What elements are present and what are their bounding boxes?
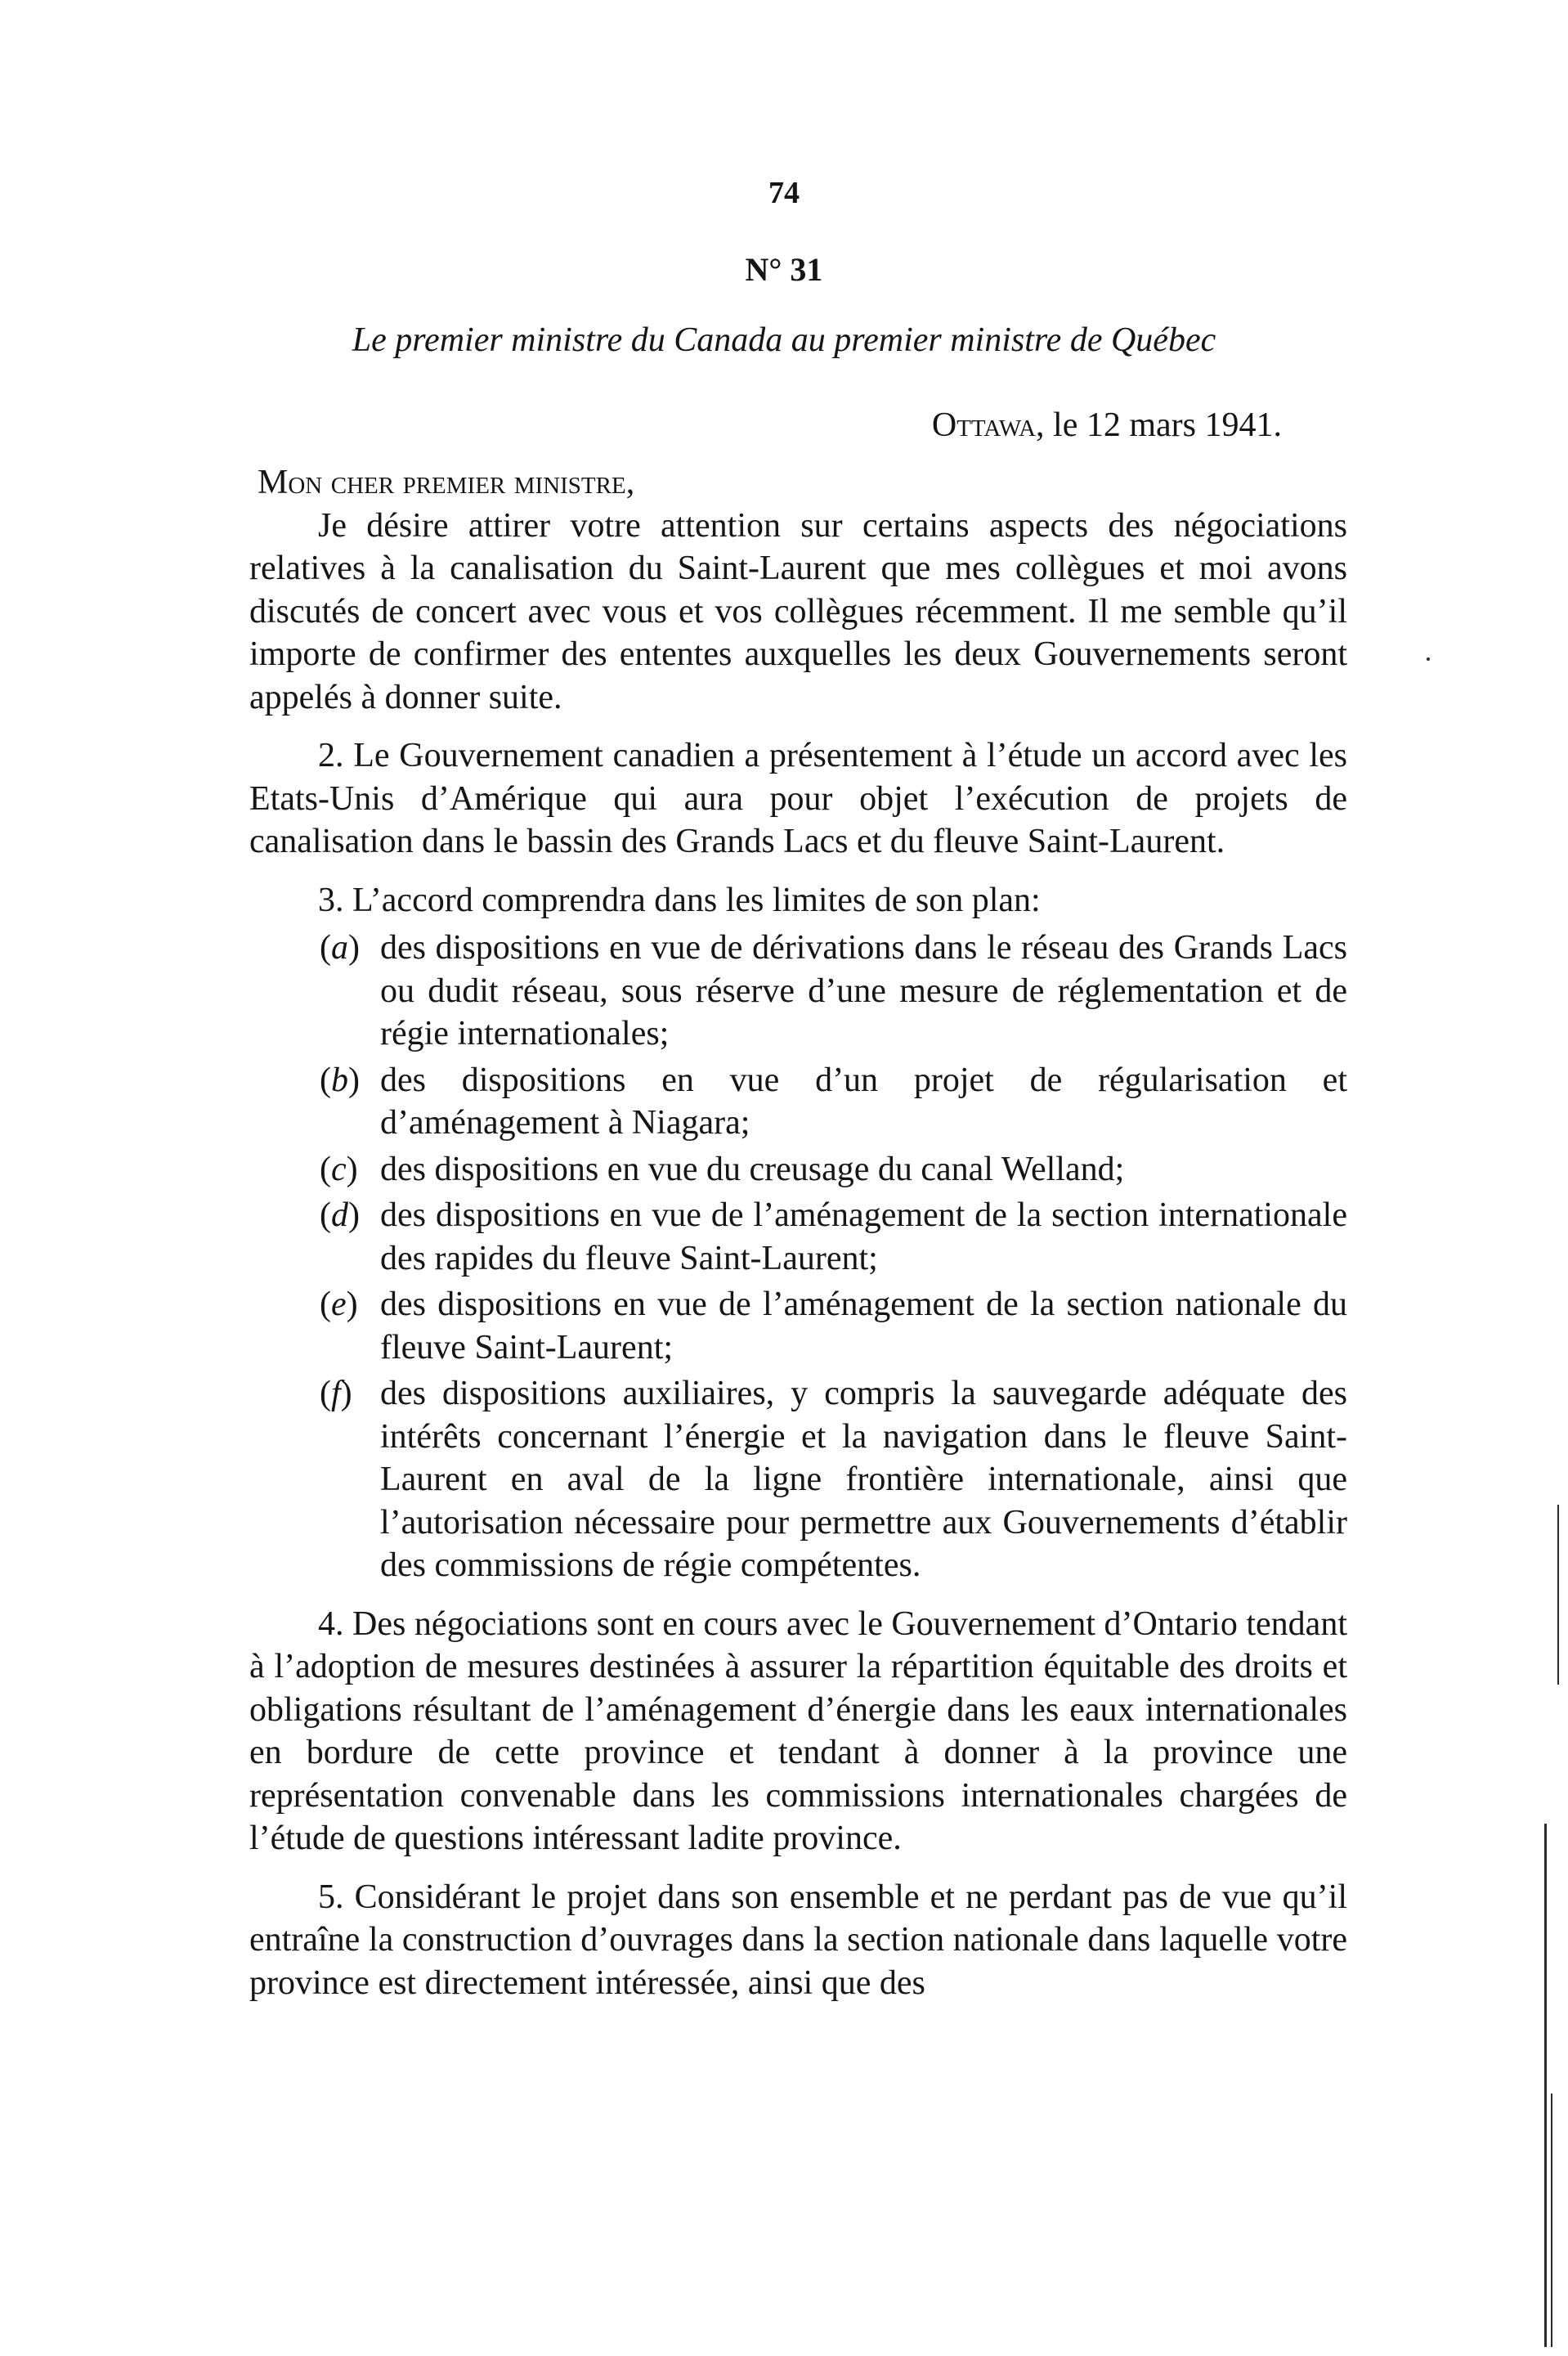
list-item-text: des dispositions en vue d’un projet de régularisation et d’aménagement à Niagara; [380,1061,1347,1142]
list-item-text: des dispositions auxiliaires, y compris la sauvegarde adéquate des intérêts concernant l’énergie et la navigation dans le fleuve Saint-Laurent en aval de la ligne frontière internationale, ainsi que l’autorisation nécessaire pour permettre aux Gouvernements d’établir des commissions de régie compétentes. [380,1375,1347,1584]
document-number: N° 31 [745,251,823,288]
scan-edge-line [1551,2093,1552,2347]
provisions-list [249,927,1347,1587]
document-subtitle: Le premier ministre du Canada au premier ministre de Québec [352,321,1216,359]
list-item-text: des dispositions en vue de l’aménagement de la section nationale du fleuve Saint-Laurent; [380,1286,1347,1366]
page-number: 74 [768,176,800,210]
dateline-place: Ottawa [931,406,1037,444]
list-item-letter: (e) [320,1286,358,1323]
list-item [249,1059,1347,1145]
list-item-letter: (c) [320,1150,358,1188]
list-item [249,927,1347,1056]
paragraph-5: 5. Considérant le projet dans son ensemble et ne perdant pas de vue qu’il entraîne la construction d’ouvrages dans la section nationale dans laquelle votre province est directement intéressée, ainsi que des [249,1878,1347,2002]
list-item [249,1372,1347,1587]
paragraph-4: 4. Des négociations sont en cours avec le Gouvernement d’Ontario tendant à l’adoption de mesures destinées à assurer la répartition équitable des droits et obligations résultant de l’aménagement d’énergie dans les eaux internationales en bordure de cette province et tendant à donner à la province une représentation convenable dans les commissions internationales chargées de l’étude de questions intéressant ladite province. [249,1604,1347,1857]
letter-body [249,461,1347,2020]
paragraph-1: Je désire attirer votre attention sur certains aspects des négociations relatives à la canalisation du Saint-Laurent que mes collègues et moi avons discutés de concert avec vous et vos collègues récemment. Il me semble qu’il importe de confirmer des ententes auxquelles les deux Gouvernements seront appelés à donner suite. [249,506,1347,716]
list-item-text: des dispositions en vue de l’aménagement de la section internationale des rapides du fleuve Saint-Laurent; [380,1196,1347,1277]
list-item [249,1194,1347,1280]
dateline [932,406,1282,445]
list-item-text: des dispositions en vue de dérivations dans le réseau des Grands Lacs ou dudit réseau, sous réserve d’une mesure de réglementation et de régie internationales; [380,929,1347,1052]
paragraph-2: 2. Le Gouvernement canadien a présentement à l’étude un accord avec les Etats-Unis d’Amérique qui aura pour objet l’exécution de projets de canalisation dans le bassin des Grands Lacs et du fleuve Saint-Laurent. [249,737,1347,860]
scan-edge-line [1557,1505,1559,1685]
list-item-letter: (b) [320,1061,360,1099]
scan-speck [1427,657,1430,661]
list-item [249,1283,1347,1369]
salutation: Mon cher premier ministre, [258,464,635,501]
list-item-letter: (f) [320,1375,352,1412]
scan-edge-line [1544,1824,1547,2347]
list-item [249,1148,1347,1191]
dateline-date: , le 12 mars 1941. [1036,406,1282,444]
list-item-letter: (d) [320,1196,360,1234]
list-item-text: des dispositions en vue du creusage du canal Welland; [380,1150,1125,1188]
list-item-letter: (a) [320,929,360,967]
paragraph-3-intro: 3. L’accord comprendra dans les limites de son plan: [318,881,1041,919]
